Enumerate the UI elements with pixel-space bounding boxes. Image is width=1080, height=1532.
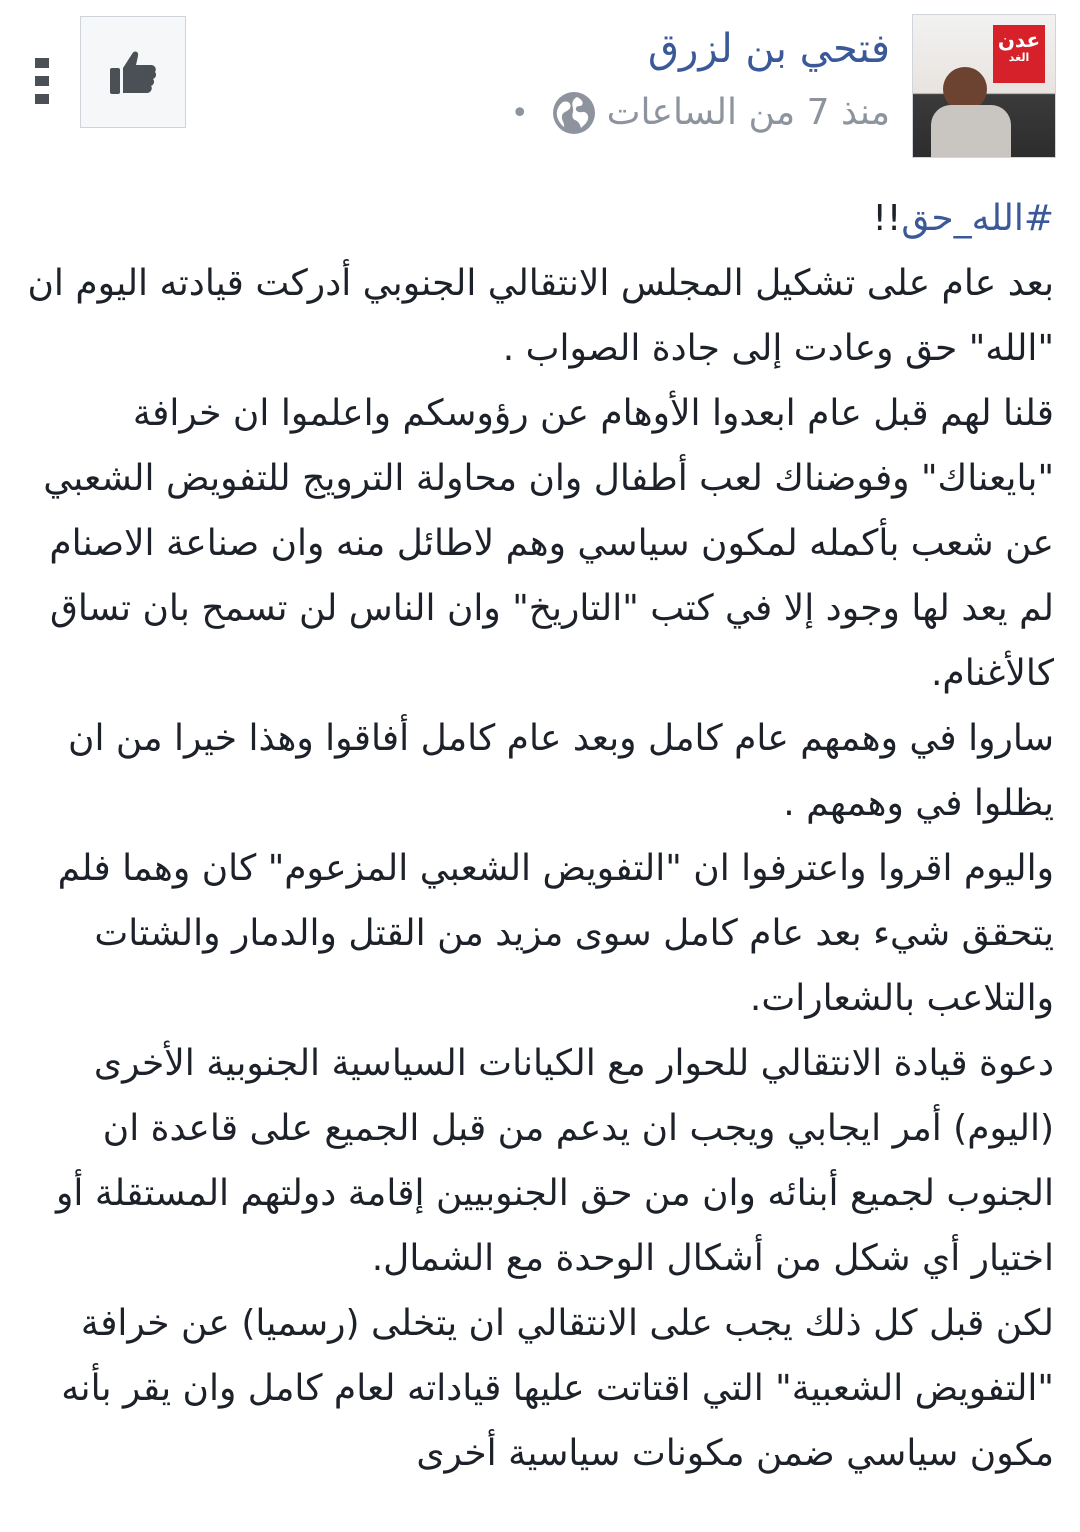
hashtag-line bbox=[20, 186, 1054, 251]
like-button[interactable] bbox=[80, 16, 186, 128]
vertical-dots-icon[interactable] bbox=[34, 56, 50, 106]
hashtag-link[interactable]: #الله_حق bbox=[901, 198, 1054, 239]
post-body bbox=[20, 186, 1054, 1486]
post-paragraph: لكن قبل كل ذلك يجب على الانتقالي ان يتخلى (رسميا) عن خرافة "التفويض الشعبية" التي اقتاتت عليها قياداته لعام كامل وان يقر بأنه مكون سياسي ضمن مكونات سياسية أخرى bbox=[61, 1303, 1054, 1474]
post-paragraph: قلنا لهم قبل عام ابعدوا الأوهام عن رؤوسكم واعلموا ان خرافة "بايعناك" وفوضناك لعب أطفال وان محاولة الترويج للتفويض الشعبي عن شعب بأكمله لمكون سياسي وهم لاطائل منه وان صناعة الاصنام لم يعد لها وجود إلا في كتب "التاريخ" وان الناس لن تسمح بان تساق كالأغنام. bbox=[43, 393, 1054, 694]
thumbs-up-icon bbox=[108, 48, 158, 96]
post-timestamp[interactable]: منذ 7 من الساعات bbox=[606, 92, 890, 133]
avatar-logo bbox=[993, 25, 1045, 83]
post-paragraph: واليوم اقروا واعترفوا ان "التفويض الشعبي المزعوم" كان وهما فلم يتحقق شيء بعد عام كامل سوى مزيد من القتل والدمار والشتات والتلاعب بالشعارات. bbox=[57, 848, 1054, 1019]
avatar-logo-line1: عدن bbox=[997, 28, 1041, 52]
post-paragraph: دعوة قيادة الانتقالي للحوار مع الكيانات السياسية الجنوبية الأخرى (اليوم) أمر ايجابي ويجب ان يدعم من قبل الجميع على قاعدة ان الجنوب لجميع أبنائه وان من حق الجنوبيين إقامة دولتهم المستقلة أو اختيار أي شكل من أشكال الوحدة مع الشمال. bbox=[56, 1043, 1054, 1279]
post-paragraph: بعد عام على تشكيل المجلس الانتقالي الجنوبي أدركت قيادته اليوم ان "الله" حق وعادت إلى جادة الصواب . bbox=[27, 263, 1054, 369]
author-name[interactable]: فتحي بن لزرق bbox=[648, 26, 890, 72]
meta-separator: • bbox=[510, 95, 529, 131]
post-header bbox=[0, 0, 1080, 170]
hashtag-suffix: !! bbox=[872, 198, 902, 239]
post-meta bbox=[511, 88, 890, 138]
avatar-logo-line2: الغد bbox=[1008, 51, 1030, 64]
avatar-person-body bbox=[931, 105, 1011, 157]
globe-icon bbox=[551, 90, 597, 136]
author-avatar[interactable] bbox=[912, 14, 1056, 158]
post-paragraph: ساروا في وهمهم عام كامل وبعد عام كامل أفاقوا وهذا خيرا من ان يظلوا في وهمهم . bbox=[68, 718, 1054, 824]
